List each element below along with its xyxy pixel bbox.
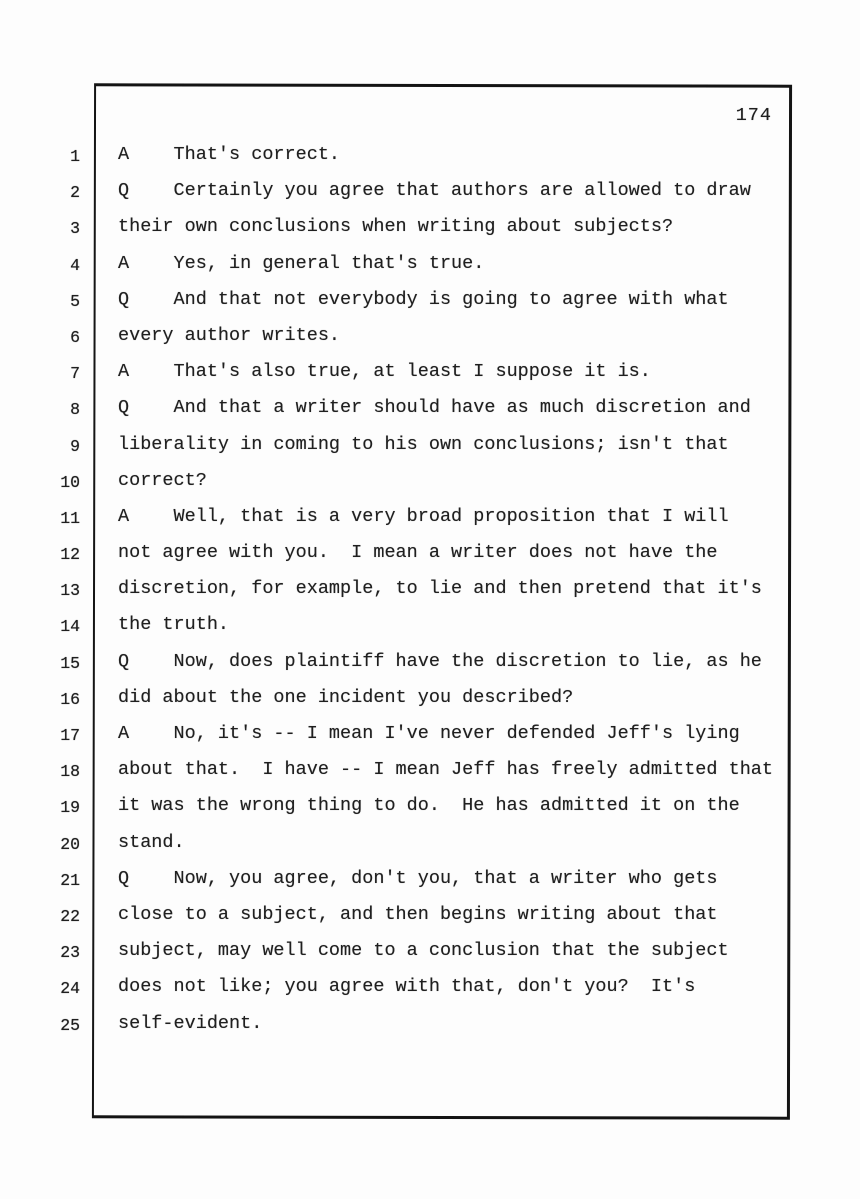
line-number: 17 <box>60 726 80 745</box>
line-text: Q Now, does plaintiff have the discretion to lie, as he <box>118 650 762 672</box>
transcript-line <box>0 390 860 426</box>
line-text: not agree with you. I mean a writer does not have the <box>118 542 718 564</box>
transcript-line <box>0 499 860 535</box>
line-text: Q And that not everybody is going to agree with what <box>118 288 729 310</box>
transcript-line <box>0 354 860 390</box>
line-number: 2 <box>70 183 80 203</box>
line-number: 11 <box>60 508 80 528</box>
line-number: 20 <box>60 834 80 854</box>
line-number: 9 <box>70 436 80 456</box>
transcript-line <box>0 463 860 499</box>
transcript-line <box>0 535 860 571</box>
transcript-line <box>0 861 860 897</box>
transcript-line <box>0 1006 860 1042</box>
line-text: did about the one incident you described? <box>118 686 574 708</box>
line-text: stand. <box>118 831 185 853</box>
transcript-line <box>0 318 860 354</box>
line-text: A Yes, in general that's true. <box>118 252 485 274</box>
line-number: 3 <box>70 219 80 239</box>
line-text: the truth. <box>118 614 230 636</box>
line-number: 4 <box>70 255 80 275</box>
line-text: subject, may well come to a conclusion that the subject <box>118 940 729 962</box>
line-text: A Well, that is a very broad proposition that I will <box>118 505 729 527</box>
transcript-line <box>0 137 860 173</box>
line-number: 21 <box>60 870 80 890</box>
line-text: self-evident. <box>118 1012 263 1034</box>
line-number: 19 <box>60 798 80 818</box>
transcript-line <box>0 716 860 752</box>
transcript-line <box>0 825 860 861</box>
transcript-line <box>0 969 860 1005</box>
transcript-line <box>0 427 860 463</box>
line-number: 16 <box>60 689 80 709</box>
line-text: Q Now, you agree, don't you, that a writer who gets <box>118 867 718 889</box>
line-number: 13 <box>60 581 80 601</box>
transcript-line <box>0 173 860 209</box>
transcript-line <box>0 644 860 680</box>
transcript-line <box>0 933 860 969</box>
transcript-line <box>0 282 860 318</box>
line-text: it was the wrong thing to do. He has admitted it on the <box>118 795 740 817</box>
line-text: liberality in coming to his own conclusions; isn't that <box>118 433 729 455</box>
line-text: A That's correct. <box>118 144 341 165</box>
transcript-line <box>0 209 860 245</box>
transcript-line <box>0 607 860 643</box>
line-number: 24 <box>60 979 80 999</box>
line-number: 1 <box>70 147 80 166</box>
line-text: close to a subject, and then begins writing about that <box>118 903 718 925</box>
line-number: 5 <box>70 291 80 311</box>
line-text: Q And that a writer should have as much discretion and <box>118 397 751 419</box>
transcript-line <box>0 788 860 824</box>
transcript-line <box>0 571 860 607</box>
line-number: 23 <box>60 943 80 963</box>
line-text: discretion, for example, to lie and then pretend that it's <box>118 578 762 600</box>
line-text: their own conclusions when writing about subjects? <box>118 216 674 238</box>
line-number: 15 <box>60 653 80 673</box>
line-number: 10 <box>60 472 80 492</box>
transcript-line <box>0 246 860 282</box>
line-number: 8 <box>70 400 80 420</box>
line-text: correct? <box>118 469 207 491</box>
line-text: Q Certainly you agree that authors are allowed to draw <box>118 180 751 202</box>
line-number: 12 <box>60 545 80 565</box>
transcript-line <box>0 752 860 788</box>
line-text: does not like; you agree with that, don't you? It's <box>118 976 696 998</box>
line-text: A That's also true, at least I suppose it is. <box>118 361 651 383</box>
line-text: A No, it's -- I mean I've never defended Jeff's lying <box>118 723 740 744</box>
transcript-line <box>0 680 860 716</box>
line-text: every author writes. <box>118 324 341 346</box>
line-number: 14 <box>60 617 80 637</box>
line-number: 18 <box>60 762 80 782</box>
line-text: about that. I have -- I mean Jeff has freely admitted that <box>118 759 774 781</box>
line-number: 6 <box>70 327 80 347</box>
page-number: 174 <box>735 105 772 126</box>
transcript-lines <box>0 137 860 1042</box>
line-number: 22 <box>60 906 80 926</box>
line-number: 7 <box>70 364 80 384</box>
line-number: 25 <box>60 1015 80 1035</box>
transcript-line <box>0 897 860 933</box>
